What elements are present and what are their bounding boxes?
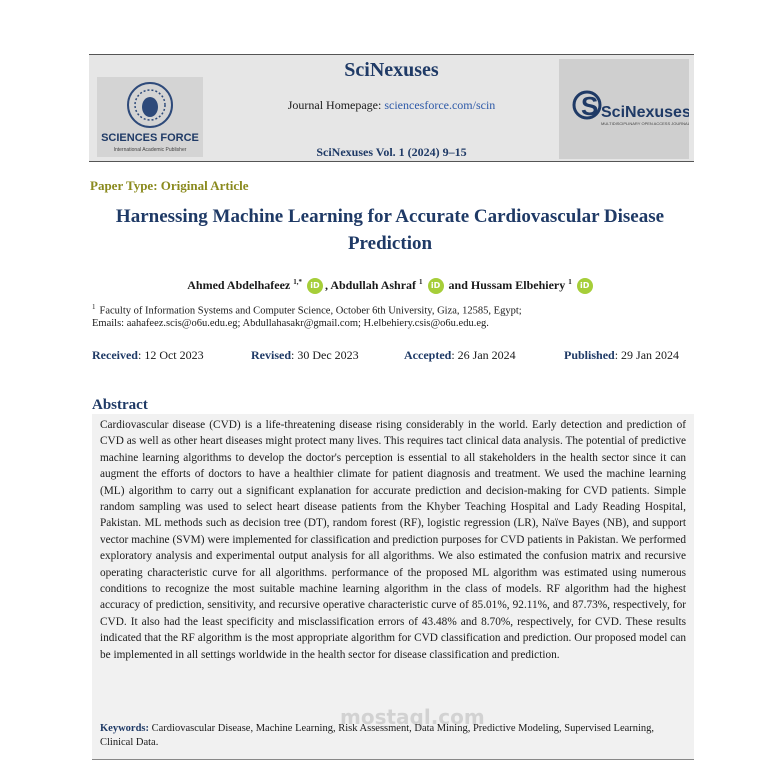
paper-title: Harnessing Machine Learning for Accurate Cardiovascular Disease Prediction: [115, 206, 665, 254]
affiliation-sup: 1: [92, 303, 96, 311]
received-date: Received: 12 Oct 2023: [92, 348, 204, 362]
author-sup: 1,*: [293, 278, 302, 286]
left-logo-text: SCIENCES FORCE: [101, 132, 199, 144]
author-separator: ,: [325, 278, 328, 292]
journal-name: SciNexuses: [344, 59, 439, 81]
author-list: [0, 278, 782, 294]
left-logo-subtext: International Academic Publisher: [113, 147, 187, 153]
abstract-heading: Abstract: [92, 397, 148, 413]
scinexuses-logo-icon: [559, 59, 689, 159]
keywords-text: Cardiovascular Disease, Machine Learning, Risk Assessment, Data Mining, Predictive Modeling, Supervised Learning, Clinical Data.: [100, 723, 655, 748]
author-name: Hussam Elbehiery: [470, 278, 566, 292]
watermark: mostaql.com: [340, 705, 485, 729]
volume-line: SciNexuses Vol. 1 (2024) 9–15: [316, 145, 467, 159]
paper-type: Paper Type: Original Article: [90, 178, 249, 193]
author-emails: Emails: aahafeez.scis@o6u.edu.eg; Abdullahasakr@gmail.com; H.elbehiery.csis@o6u.edu.eg.: [92, 318, 489, 329]
right-logo-text: SciNexuses: [601, 104, 689, 121]
homepage-link[interactable]: sciencesforce.com/scin: [384, 98, 496, 112]
right-logo-subtext: MULTIDISCIPLINARY OPEN ACCESS JOURNAL: [601, 121, 689, 126]
abstract-text: Cardiovascular disease (CVD) is a life-threatening disease rising considerably in the world. Early detection and prediction of CVD as well as other heart diseases might protect many lives. This requires tact clinical data analysis. The potential of predictive machine learning algorithms to develop the doctor's perception is essential to all stakeholders in the health sector since it can augment the efforts of doctors to have a healthier climate for patient diagnosis and treatment. We used the machine learning (ML) algorithm to carry out a significant explanation for accurate prediction and decision-making for CVD patients. Simple random sampling was used to select heart disease patients from the Khyber Teaching Hospital and Lady Reading Hospital, Pakistan. ML methods such as decision tree (DT), random forest (RF), logistic regression (LR), Naïve Bayes (NB), and support vector machine (SVM) were implemented for classification and prediction purposes for CVD patients in Pakistan. We performed exploratory analysis and experimental output analysis for all algorithms. We also estimated the confusion matrix and recursive operating characteristic curve for all algorithms. performance of the proposed ML algorithm was estimated using numerous conditions to recognize the most suitable machine learning algorithm in the class of models. RF algorithm had the highest accuracy of prediction, sensitivity, and recursive operative characteristic curve of 85.01%, 92.11%, and 87.73%, respectively, for CVD. It also had the least specificity and misclassification errors of 43.48% and 8.70%, respectively, for CVD. These results indicated that the RF algorithm is the most appropriate algorithm for CVD classification and prediction. Our proposed model can be implemented in all settings worldwide in the health sector for disease classification and prediction.: [100, 419, 686, 661]
affiliation: [92, 303, 522, 317]
keywords-label: Keywords:: [100, 723, 149, 734]
published-date: Published: 29 Jan 2024: [564, 348, 680, 362]
homepage-label: Journal Homepage:: [287, 98, 382, 112]
author-sup: 1: [419, 278, 423, 286]
orcid-icon[interactable]: iD: [428, 278, 444, 294]
author-sup: 1: [568, 278, 572, 286]
orcid-icon[interactable]: iD: [577, 278, 593, 294]
affiliation-text: Faculty of Information Systems and Computer Science, October 6th University, Giza, 12585, Egypt;: [99, 305, 522, 317]
accepted-date: Accepted: 26 Jan 2024: [404, 348, 516, 362]
scinexuses-logo: [559, 59, 689, 159]
author-separator: and: [448, 278, 468, 292]
revised-date: Revised: 30 Dec 2023: [251, 348, 359, 362]
journal-header: [89, 54, 694, 162]
author-name: Ahmed Abdelhafeez: [187, 278, 291, 292]
orcid-icon[interactable]: iD: [307, 278, 323, 294]
svg-text:S: S: [581, 91, 599, 121]
author-name: Abdullah Ashraf: [330, 278, 417, 292]
